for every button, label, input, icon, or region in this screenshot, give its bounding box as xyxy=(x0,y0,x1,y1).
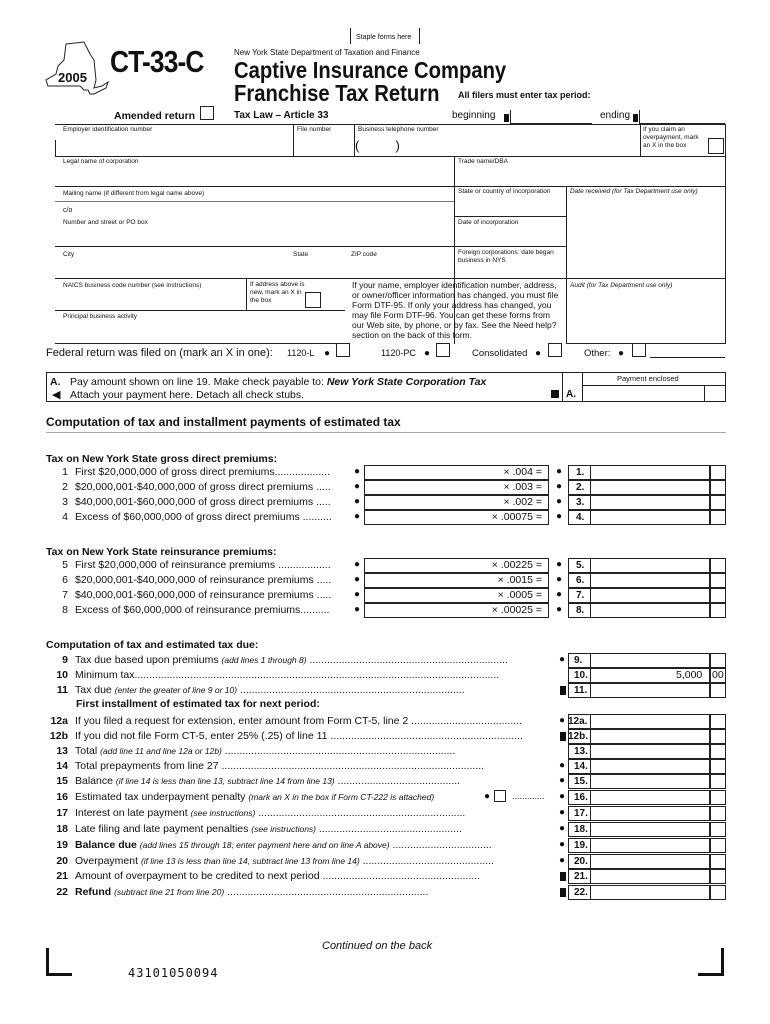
period-beginning-input[interactable] xyxy=(510,110,592,124)
line-description: Balance due (add lines 15 through 18; enter payment here and on line A above) .................................. xyxy=(75,839,492,851)
bullet-icon: ● xyxy=(354,481,361,492)
rate-label: × .0015 = xyxy=(497,574,542,586)
bullet-icon: ● xyxy=(618,348,625,359)
line-box-label: 5. xyxy=(576,560,585,571)
form-code: CT-33-C xyxy=(110,44,204,79)
ein-label: Employer identification number xyxy=(63,126,153,133)
arrow-left-icon: ◀ xyxy=(52,389,61,401)
bullet-icon: ● xyxy=(354,559,361,570)
line-description: Tax due based upon premiums (add lines 1 through 8) .................................................................... xyxy=(75,654,508,666)
cents-input[interactable] xyxy=(710,854,726,869)
line-number: 7 xyxy=(62,589,68,601)
amended-return-checkbox[interactable] xyxy=(200,106,214,120)
all-filers-note: All filers must enter tax period: xyxy=(458,90,591,100)
option-1120l-label: 1120-L xyxy=(287,348,315,358)
beginning-label: beginning xyxy=(452,110,496,121)
line-description: Minimum tax............................................................................................................................. xyxy=(75,669,500,681)
bullet-icon: ● xyxy=(354,511,361,522)
cents-input[interactable] xyxy=(710,510,726,525)
bullet-icon: ● xyxy=(559,654,566,665)
line-box-label: 20. xyxy=(574,856,588,867)
line-description: Total (add line 11 and line 12a or 12b) ............................................................................... xyxy=(75,745,456,757)
corner-mark-right xyxy=(698,948,724,976)
line-box-label: 10. xyxy=(574,670,588,681)
marker-icon xyxy=(560,686,566,695)
line-description: Interest on late payment (see instructions) ....................................................................... xyxy=(75,807,466,819)
cents-input[interactable] xyxy=(710,729,726,744)
payment-enclosed-label: Payment enclosed xyxy=(617,374,679,383)
line-a-text: Pay amount shown on line 19. Make check payable to: New York State Corporation Tax xyxy=(70,376,487,388)
line-description: $20,000,001-$40,000,000 of gross direct premiums ..... xyxy=(75,481,331,493)
cents-input[interactable] xyxy=(710,774,726,789)
marker-icon xyxy=(560,872,566,881)
ending-label: ending xyxy=(600,110,631,121)
line-box-label: 21. xyxy=(574,871,588,882)
bullet-icon: ● xyxy=(556,574,563,585)
zip-label: ZIP code xyxy=(351,251,377,258)
line-description: If you filed a request for extension, enter amount from Form CT-5, line 2 ...................................... xyxy=(75,715,523,727)
bullet-icon: ● xyxy=(354,466,361,477)
line-number: 4 xyxy=(62,511,68,523)
bullet-icon: ● xyxy=(559,839,566,850)
cents-input[interactable] xyxy=(710,465,726,480)
section-title: Computation of tax and installment payments of estimated tax xyxy=(46,415,401,429)
telephone-label: Business telephone number xyxy=(358,126,439,133)
bullet-icon: ● xyxy=(354,589,361,600)
line-box-label: 11. xyxy=(574,685,588,696)
address-new-label: If address above is new, mark an X in the box xyxy=(250,281,305,304)
cents-input[interactable] xyxy=(710,838,726,853)
line-number: 22 xyxy=(56,886,68,898)
minimum-tax-cents: 00 xyxy=(712,669,724,681)
bullet-icon: ● xyxy=(556,559,563,570)
bullet-icon: ● xyxy=(559,715,566,726)
date-incorporation-label: Date of incorporation xyxy=(458,219,519,226)
bullet-icon: ● xyxy=(556,496,563,507)
bullet-icon: ● xyxy=(559,760,566,771)
line-box-label: 18. xyxy=(574,824,588,835)
file-number-label: File number xyxy=(297,126,332,133)
line-number: 6 xyxy=(62,574,68,586)
line-description: First $20,000,000 of gross direct premiums................... xyxy=(75,466,331,478)
rate-label: × .00025 = xyxy=(491,604,542,616)
rate-label: × .00075 = xyxy=(491,511,542,523)
overpayment-note: If you claim an overpayment, mark an X in the box xyxy=(643,126,699,149)
department-name: New York State Department of Taxation and Finance xyxy=(234,48,420,57)
cents-input[interactable] xyxy=(710,714,726,729)
line-box-label: 8. xyxy=(576,605,585,616)
option-1120pc-checkbox[interactable] xyxy=(436,343,450,357)
line-number: 2 xyxy=(62,481,68,493)
federal-return-label: Federal return was filed on (mark an X in one): xyxy=(46,347,273,359)
option-1120pc-label: 1120-PC xyxy=(381,348,416,358)
street-label: Number and street or PO box xyxy=(63,219,148,226)
line-number: 11 xyxy=(56,684,68,696)
bullet-icon: ● xyxy=(556,604,563,615)
line-box-label: 13. xyxy=(574,746,588,757)
line-description: If you did not file Form CT-5, enter 25% (.25) of line 11 .................................................................. xyxy=(75,730,523,742)
principal-activity-label: Principal business activity xyxy=(63,313,138,320)
leader-dots: ............. xyxy=(512,791,545,801)
option-1120l-checkbox[interactable] xyxy=(336,343,350,357)
date-received-label: Date received (for Tax Department use only) xyxy=(570,188,698,195)
info-changed-note: If your name, employer identification number, address, or owner/officer information has changed, you must file Form DTF-95. If only your address has changed, you may file Form DTF-96. You can get these forms from our Web site, by phone, or by fax. See the Need help? section on the back of this form. xyxy=(352,280,559,340)
cents-input[interactable] xyxy=(710,759,726,774)
corner-mark-left xyxy=(46,948,72,976)
line-description: $40,000,001-$60,000,000 of reinsurance premiums ..... xyxy=(75,589,332,601)
line-box-label: 17. xyxy=(574,808,588,819)
bullet-icon: ● xyxy=(559,791,566,802)
bullet-icon: ● xyxy=(559,807,566,818)
line-description: Refund (subtract line 21 from line 20) ..................................................................... xyxy=(75,886,429,898)
cents-input[interactable] xyxy=(710,603,726,618)
direct-premiums-heading: Tax on New York State gross direct premiums: xyxy=(46,453,278,465)
line-number: 20 xyxy=(56,855,68,867)
state-label: State xyxy=(293,251,309,258)
marker-icon xyxy=(560,732,566,741)
cents-input[interactable] xyxy=(710,558,726,573)
line-box-label: 7. xyxy=(576,590,585,601)
bullet-icon: ● xyxy=(324,348,331,359)
amended-return-label: Amended return xyxy=(114,110,196,122)
line-description: Overpayment (if line 13 is less than line 14, subtract line 13 from line 14) ............................................. xyxy=(75,855,494,867)
bullet-icon: ● xyxy=(556,511,563,522)
overpayment-checkbox[interactable] xyxy=(708,138,724,154)
option-consolidated-label: Consolidated xyxy=(472,348,528,359)
tax-year: 2005 xyxy=(58,70,87,85)
bullet-icon: ● xyxy=(556,481,563,492)
cents-input[interactable] xyxy=(710,885,726,900)
line-description: Excess of $60,000,000 of gross direct premiums .......... xyxy=(75,511,332,523)
line-box-label: 16. xyxy=(574,792,588,803)
co-label: c/o xyxy=(63,207,73,214)
line-number: 9 xyxy=(62,654,68,666)
option-other-checkbox[interactable] xyxy=(632,343,646,357)
line-a-label: A. xyxy=(50,376,61,388)
bullet-icon: ● xyxy=(559,855,566,866)
bullet-icon: ● xyxy=(556,466,563,477)
option-other-label: Other: xyxy=(584,348,611,359)
rate-label: × .002 = xyxy=(503,496,542,508)
line-description: Excess of $60,000,000 of reinsurance premiums.......... xyxy=(75,604,330,616)
marker-icon xyxy=(633,114,638,122)
installment-heading: First installment of estimated tax for next period: xyxy=(76,698,320,710)
tax-law-label: Tax Law – Article 33 xyxy=(234,110,329,121)
line-description: Amount of overpayment to be credited to next period ...................................................... xyxy=(75,870,481,882)
marker-icon xyxy=(551,390,559,398)
cents-input[interactable] xyxy=(710,653,726,668)
minimum-tax-amount: 5,000 xyxy=(676,669,703,681)
cents-input[interactable] xyxy=(710,869,726,884)
other-input-line[interactable] xyxy=(650,357,725,358)
cents-input[interactable] xyxy=(710,683,726,698)
cents-input[interactable] xyxy=(710,744,726,759)
reinsurance-heading: Tax on New York State reinsurance premiums: xyxy=(46,546,277,558)
line-box-label: 2. xyxy=(576,482,585,493)
line-box-label: 15. xyxy=(574,776,588,787)
line-box-label: 6. xyxy=(576,575,585,586)
line-number: 3 xyxy=(62,496,68,508)
line-number: 12a xyxy=(50,715,68,727)
line-number: 10 xyxy=(56,669,68,681)
line-description: $20,000,001-$40,000,000 of reinsurance premiums ..... xyxy=(75,574,332,586)
marker-icon xyxy=(560,888,566,897)
state-country-label: State or country of incorporation xyxy=(458,188,551,195)
line-box-label: 12b. xyxy=(568,731,589,742)
bullet-icon: ● xyxy=(354,604,361,615)
line-number: 19 xyxy=(56,839,68,851)
line-box-label: 12a. xyxy=(568,716,588,727)
line-number: 14 xyxy=(56,760,68,772)
cents-input[interactable] xyxy=(710,806,726,821)
bullet-icon: ● xyxy=(559,823,566,834)
line-description: Balance (if line 14 is less than line 13, subtract line 14 from line 13) .......................................... xyxy=(75,775,461,787)
cents-input[interactable] xyxy=(710,495,726,510)
cents-input[interactable] xyxy=(710,480,726,495)
foreign-corp-label: Foreign corporations: date began business in NYS xyxy=(458,249,554,264)
line-number: 12b xyxy=(49,730,68,742)
ct222-checkbox[interactable] xyxy=(494,790,506,802)
line-number: 18 xyxy=(56,823,68,835)
phone-parens: ( ) xyxy=(355,138,400,153)
city-label: City xyxy=(63,251,75,258)
continued-note: Continued on the back xyxy=(322,940,433,952)
line-number: 5 xyxy=(62,559,68,571)
line-description: $40,000,001-$60,000,000 of gross direct premiums ..... xyxy=(75,496,331,508)
legal-name-label: Legal name of corporation xyxy=(63,158,139,165)
audit-label: Audit (for Tax Department use only) xyxy=(570,282,673,289)
line-a-box-label: A. xyxy=(566,389,576,400)
cents-input[interactable] xyxy=(710,588,726,603)
cents-input[interactable] xyxy=(710,822,726,837)
line-description: Late filing and late payment penalties (see instructions) ................................................. xyxy=(75,823,462,835)
rate-label: × .00225 = xyxy=(491,559,542,571)
rate-label: × .0005 = xyxy=(497,589,542,601)
mailing-name-label: Mailing name (if different from legal name above) xyxy=(63,190,205,197)
line-box-label: 9. xyxy=(574,655,583,666)
bullet-icon: ● xyxy=(354,574,361,585)
marker-icon xyxy=(504,114,509,122)
line-number: 13 xyxy=(56,745,68,757)
line-box-label: 14. xyxy=(574,761,588,772)
barcode-number: 43101050094 xyxy=(128,966,219,980)
line-description: Total prepayments from line 27 .......................................................................................... xyxy=(75,760,485,772)
line-box-label: 22. xyxy=(574,887,588,898)
line-description: Tax due (enter the greater of line 9 or 10) ............................................................................. xyxy=(75,684,465,696)
line-number: 16 xyxy=(56,791,68,803)
form-title-line2: Franchise Tax Return xyxy=(234,80,440,106)
bullet-icon: ● xyxy=(484,791,491,802)
cents-input[interactable] xyxy=(710,790,726,805)
naics-label: NAICS business code number (see instructions) xyxy=(63,282,202,289)
form-title-line1: Captive Insurance Company xyxy=(234,57,507,83)
ny-state-map-icon xyxy=(44,40,110,98)
line-box-label: 4. xyxy=(576,512,585,523)
line-number: 17 xyxy=(56,807,68,819)
bullet-icon: ● xyxy=(354,496,361,507)
line-number: 21 xyxy=(56,870,68,882)
trade-name-label: Trade name/DBA xyxy=(458,158,508,165)
computation-heading: Computation of tax and estimated tax due: xyxy=(46,639,259,651)
line-number: 15 xyxy=(56,775,68,787)
payment-enclosed-input[interactable] xyxy=(584,386,702,401)
option-consolidated-checkbox[interactable] xyxy=(548,343,562,357)
bullet-icon: ● xyxy=(424,348,431,359)
bullet-icon: ● xyxy=(535,348,542,359)
rate-label: × .003 = xyxy=(503,481,542,493)
line-a-attach: Attach your payment here. Detach all check stubs. xyxy=(70,389,305,401)
line-number: 1 xyxy=(62,466,68,478)
line-box-label: 1. xyxy=(576,467,585,478)
cents-input[interactable] xyxy=(710,573,726,588)
address-new-checkbox[interactable] xyxy=(305,292,321,308)
line-description: First $20,000,000 of reinsurance premiums .................. xyxy=(75,559,331,571)
line-description: Estimated tax underpayment penalty (mark an X in the box if Form CT-222 is attached) xyxy=(75,791,435,803)
bullet-icon: ● xyxy=(559,775,566,786)
line-number: 8 xyxy=(62,604,68,616)
rate-label: × .004 = xyxy=(503,466,542,478)
line-box-label: 19. xyxy=(574,840,588,851)
bullet-icon: ● xyxy=(556,589,563,600)
period-ending-input[interactable] xyxy=(639,110,725,124)
line-box-label: 3. xyxy=(576,497,585,508)
staple-note: Staple forms here xyxy=(356,34,412,41)
